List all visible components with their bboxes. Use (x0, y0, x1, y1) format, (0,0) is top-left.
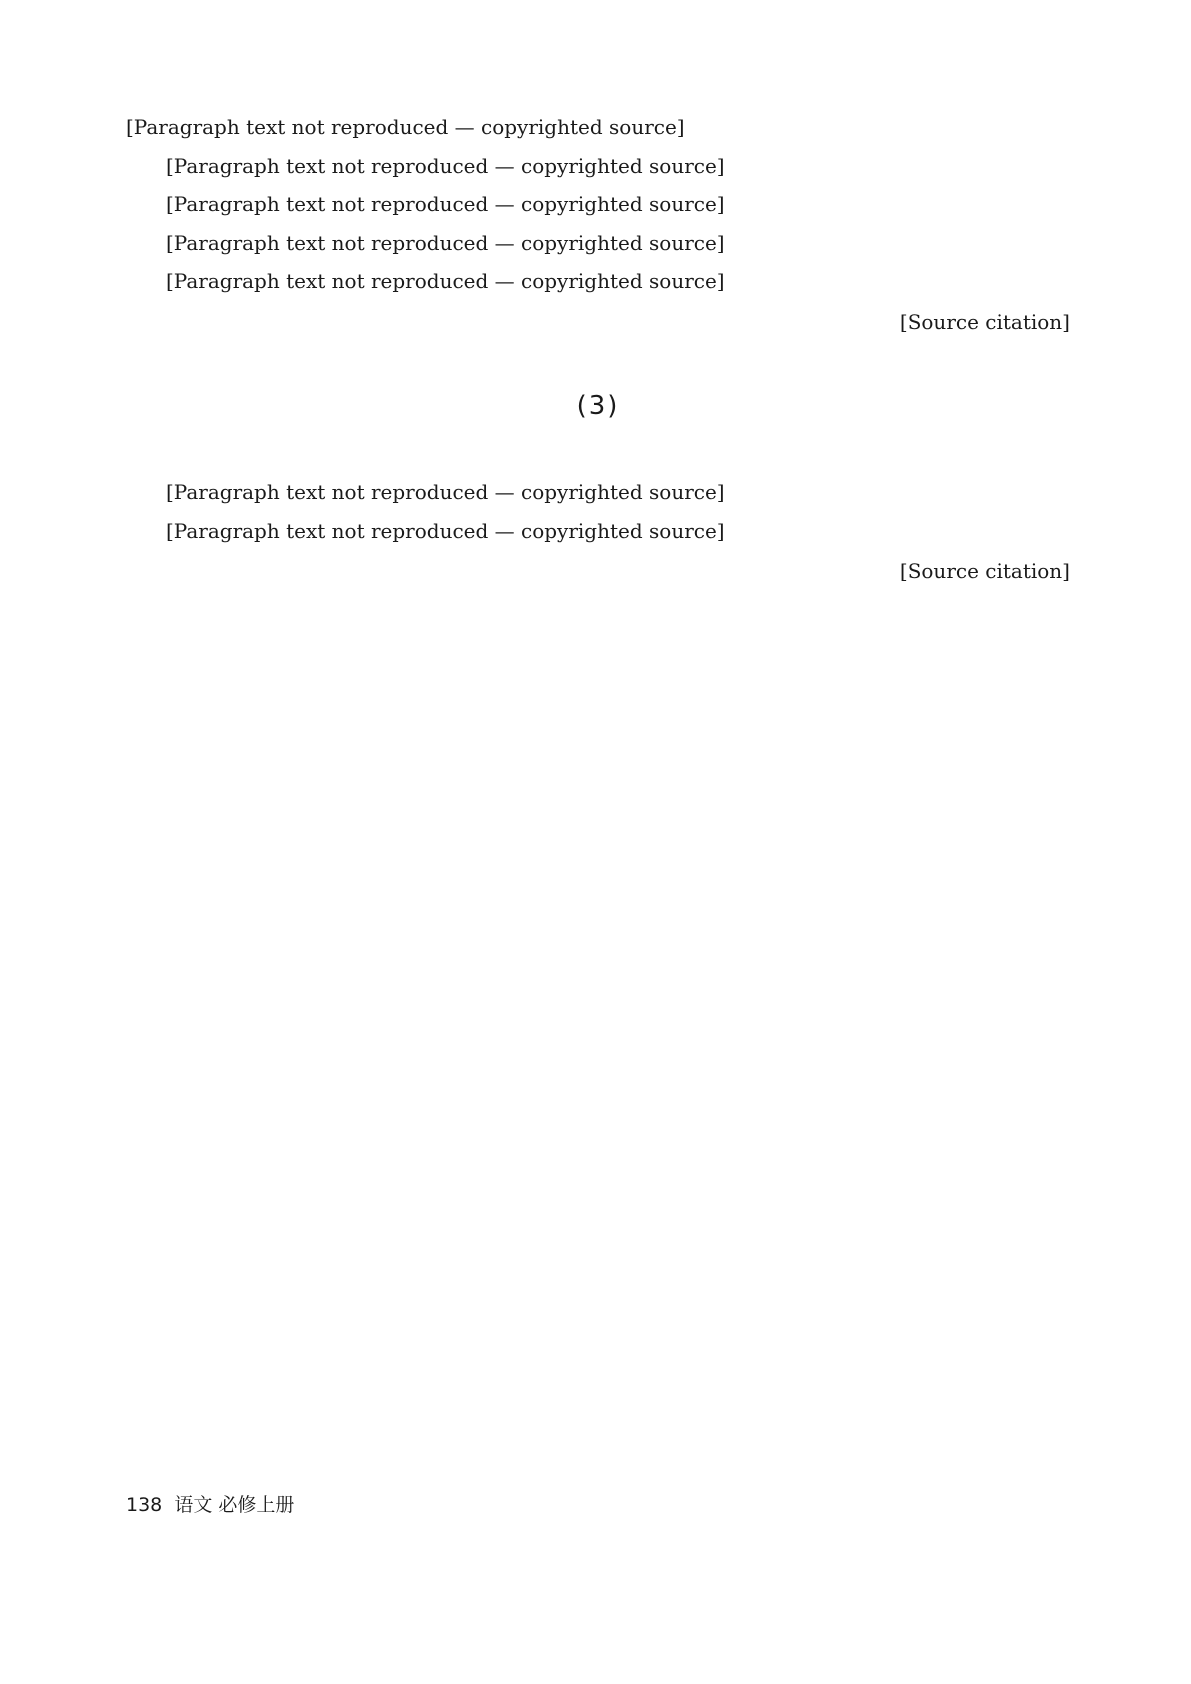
paragraph: [Paragraph text not reproduced — copyrighted source] (126, 115, 685, 139)
paragraph: [Paragraph text not reproduced — copyrighted source] (166, 518, 725, 543)
book-title: 语文 必修上册 (174, 1494, 295, 1516)
paragraph: [Paragraph text not reproduced — copyrighted source] (166, 153, 725, 178)
source-citation: [Source citation] (899, 559, 1070, 583)
page-footer (126, 1490, 294, 1517)
paragraph: [Paragraph text not reproduced — copyrighted source] (166, 192, 725, 216)
paragraph: [Paragraph text not reproduced — copyrighted source] (166, 480, 725, 504)
page-number: 138 (126, 1494, 163, 1516)
source-citation: [Source citation] (899, 309, 1070, 334)
section-three (126, 473, 1070, 591)
section-one (126, 108, 1070, 341)
paragraph: [Paragraph text not reproduced — copyrighted source] (166, 230, 725, 255)
paragraph: [Paragraph text not reproduced — copyrighted source] (166, 269, 725, 293)
section-heading: (3) (576, 391, 620, 421)
